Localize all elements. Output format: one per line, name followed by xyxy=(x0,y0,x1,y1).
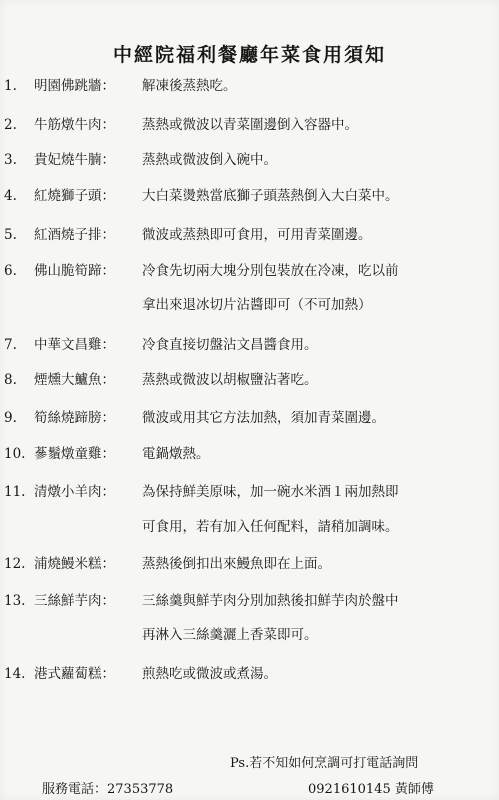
item-instruction: 蒸熱或微波以胡椒鹽沾著吃。 xyxy=(142,372,318,388)
item-name: 紅燒獅子頭： xyxy=(34,188,115,204)
item-instruction: 冷食先切兩大塊分別包裝放在冷凍，吃以前 xyxy=(142,263,399,279)
item-instruction: 三絲羹與鮮芋肉分別加熱後扣鮮芋肉於盤中 xyxy=(142,593,399,609)
item-number: 5. xyxy=(4,227,17,243)
item-number: 1. xyxy=(4,78,17,94)
item-number: 12. xyxy=(4,556,26,572)
item-instruction: 為保持鮮美原味，加一碗水米酒１兩加熱即 xyxy=(142,484,399,500)
item-name: 貴妃燒牛腩： xyxy=(34,152,115,168)
item-name: 蔘鬚燉童雞： xyxy=(34,446,115,462)
item-instruction-continued: 可食用，若有加入任何配料，請稍加調味。 xyxy=(142,519,399,535)
item-number: 14. xyxy=(4,666,26,682)
item-number: 8. xyxy=(4,372,17,388)
document-title: 中經院福利餐廳年菜食用須知 xyxy=(112,44,386,66)
item-number: 4. xyxy=(4,188,17,204)
item-name: 港式蘿蔔糕： xyxy=(34,666,115,682)
item-instruction: 蒸熱後倒扣出來鰻魚即在上面。 xyxy=(142,556,331,572)
item-number: 9. xyxy=(4,410,17,426)
item-instruction: 微波或用其它方法加熱，須加青菜圍邊。 xyxy=(142,410,385,426)
item-name: 牛筋燉牛肉： xyxy=(34,117,115,133)
item-instruction: 蒸熱或微波以青菜圍邊倒入容器中。 xyxy=(142,117,358,133)
item-instruction: 解凍後蒸熱吃。 xyxy=(142,78,237,94)
footer-note: Ps.若不知如何烹調可打電話詢問 xyxy=(230,756,419,771)
item-name: 佛山脆筍蹄： xyxy=(34,263,115,279)
item-name: 紅酒燒子排： xyxy=(34,227,115,243)
item-name: 筍絲燒蹄膀： xyxy=(34,410,115,426)
item-number: 6. xyxy=(4,263,17,279)
service-phone: 服務電話：27353778 xyxy=(42,782,174,797)
item-number: 2. xyxy=(4,117,17,133)
item-instruction: 冷食直接切盤沾文昌醬食用。 xyxy=(142,337,318,353)
item-instruction: 電鍋燉熱。 xyxy=(142,446,210,462)
item-name: 煙燻大鱸魚： xyxy=(34,372,115,388)
item-name: 三絲鮮芋肉： xyxy=(34,593,115,609)
item-number: 10. xyxy=(4,446,26,462)
item-instruction: 微波或蒸熱即可食用，可用青菜圍邊。 xyxy=(142,227,372,243)
item-number: 7. xyxy=(4,337,17,353)
item-instruction-continued: 拿出來退冰切片沾醬即可（不可加熱） xyxy=(142,297,372,313)
item-name: 中華文昌雞： xyxy=(34,337,115,353)
item-instruction: 蒸熱或微波倒入碗中。 xyxy=(142,152,277,168)
item-number: 3. xyxy=(4,152,17,168)
item-instruction: 大白菜燙熟當底獅子頭蒸熱倒入大白菜中。 xyxy=(142,188,399,204)
item-number: 11. xyxy=(4,484,26,500)
item-name: 清燉小羊肉： xyxy=(34,484,115,500)
item-name: 浦燒鰻米糕： xyxy=(34,556,115,572)
item-name: 明園佛跳牆： xyxy=(34,78,115,94)
item-instruction-continued: 再淋入三絲羹灑上香菜即可。 xyxy=(142,627,318,643)
item-instruction: 煎熱吃或微波或煮湯。 xyxy=(142,666,277,682)
item-number: 13. xyxy=(4,593,26,609)
chef-contact: 0921610145 黃師傅 xyxy=(308,782,434,797)
